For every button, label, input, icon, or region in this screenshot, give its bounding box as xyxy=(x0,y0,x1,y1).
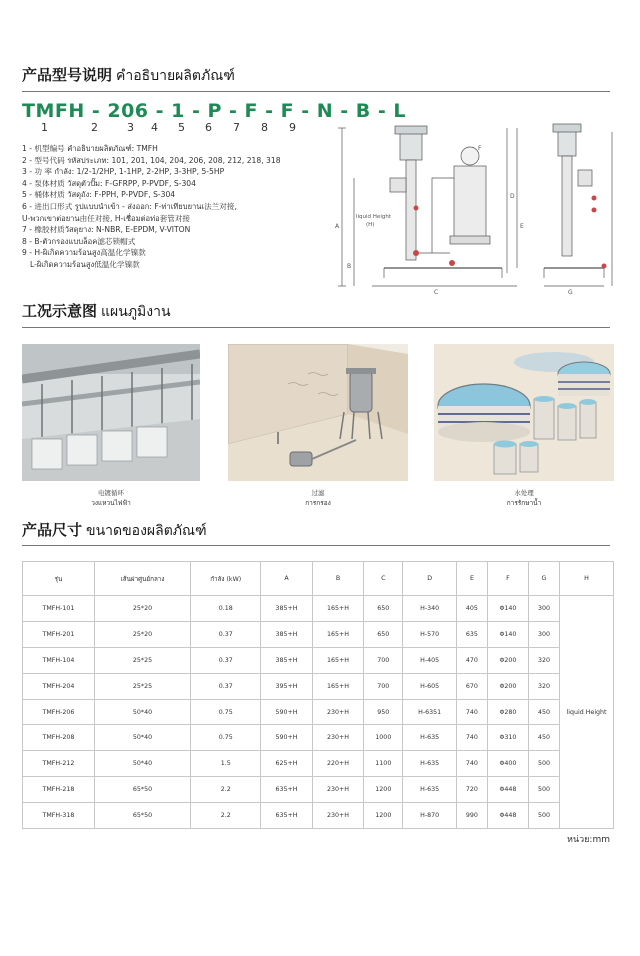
photo-water-treatment xyxy=(434,344,614,481)
table-cell: 230+H xyxy=(312,777,363,803)
table-cell: H-635 xyxy=(403,777,457,803)
table-cell: 0.75 xyxy=(191,725,261,751)
table-cell: H-870 xyxy=(403,803,457,829)
table-cell: TMFH-206 xyxy=(23,699,95,725)
photo-filtration xyxy=(228,344,408,481)
table-cell: 385+H xyxy=(261,596,312,622)
table-cell: 740 xyxy=(456,725,487,751)
table-cell: 0.37 xyxy=(191,621,261,647)
table-cell: 0.37 xyxy=(191,673,261,699)
spec-line: 7 - 橡胶材质วัสดุยาง: N-NBR, E-EPDM, V-VITON xyxy=(22,225,191,235)
section-title-dimensions: 产品尺寸 ขนาดของผลิตภัณฑ์ xyxy=(22,521,207,539)
spec-line: 1 - 机型编号 คำอธิบายผลิตภัณฑ์: TMFH xyxy=(22,144,158,153)
table-cell: 25*20 xyxy=(94,621,190,647)
table-cell: 230+H xyxy=(312,725,363,751)
col-header: F xyxy=(487,562,528,596)
model-code: TMFH - 206 - 1 - P - F - F - N - B - L xyxy=(22,100,406,122)
dim-label-c: C xyxy=(434,289,439,296)
spec-line: U-พวกเขาต่อยาน由任对接, H-เชื่อมต่อท่อ套管对接 xyxy=(22,213,191,223)
digit-label: 2 xyxy=(91,121,98,134)
table-row xyxy=(23,596,614,622)
section-divider xyxy=(22,327,610,328)
dim-label-e: E xyxy=(520,223,524,230)
table-cell: 720 xyxy=(456,777,487,803)
table-cell: TMFH-104 xyxy=(23,647,95,673)
table-cell: H-6351 xyxy=(403,699,457,725)
spec-line: 3 - 功 率 กำลัง: 1/2-1/2HP, 1-1HP, 2-2HP, 3-3HP, 5-5HP xyxy=(22,167,225,177)
col-header: H xyxy=(560,562,614,596)
table-cell: 650 xyxy=(364,621,403,647)
table-cell: Φ200 xyxy=(487,673,528,699)
table-cell: 165+H xyxy=(312,673,363,699)
table-row xyxy=(23,621,614,647)
table-cell: TMFH-201 xyxy=(23,621,95,647)
dim-label-a: A xyxy=(335,223,340,230)
table-cell: H-605 xyxy=(403,673,457,699)
filter-pump-diagram xyxy=(332,118,622,298)
table-cell: 405 xyxy=(456,596,487,622)
table-cell: 950 xyxy=(364,699,403,725)
table-row xyxy=(23,777,614,803)
table-cell: 700 xyxy=(364,647,403,673)
table-cell: 320 xyxy=(529,673,560,699)
h-label: (H) xyxy=(366,222,375,228)
col-header: B xyxy=(312,562,363,596)
photo-electroplating xyxy=(22,344,200,481)
table-cell: 700 xyxy=(364,673,403,699)
col-header: กำลัง (kW) xyxy=(191,562,261,596)
digit-label: 1 xyxy=(41,121,48,134)
photo-caption: 电镀循环 วงแหวนไฟฟ้า xyxy=(91,489,131,507)
dim-label-b: B xyxy=(347,263,352,270)
table-header-row xyxy=(23,562,614,596)
table-cell: 385+H xyxy=(261,621,312,647)
table-cell: H-635 xyxy=(403,751,457,777)
table-cell: 500 xyxy=(529,777,560,803)
col-header: A xyxy=(261,562,312,596)
section-title-application: 工况示意图 แผนภูมิงาน xyxy=(22,302,171,320)
table-cell: 590+H xyxy=(261,725,312,751)
table-cell: 0.75 xyxy=(191,699,261,725)
table-cell: 450 xyxy=(529,699,560,725)
motor-shape xyxy=(400,132,422,160)
table-cell: 65*50 xyxy=(94,777,190,803)
table-cell: 470 xyxy=(456,647,487,673)
section-divider xyxy=(22,545,610,546)
table-cell: TMFH-208 xyxy=(23,725,95,751)
table-cell: H-570 xyxy=(403,621,457,647)
unit-note: หน่วย:mm xyxy=(567,835,610,845)
col-header: C xyxy=(364,562,403,596)
table-cell: 385+H xyxy=(261,647,312,673)
table-row xyxy=(23,751,614,777)
table-cell: 50*40 xyxy=(94,725,190,751)
table-cell: 50*40 xyxy=(94,699,190,725)
table-cell: 990 xyxy=(456,803,487,829)
digit-label: 5 xyxy=(178,121,185,134)
table-cell: 740 xyxy=(456,751,487,777)
table-cell: H-340 xyxy=(403,596,457,622)
section-divider xyxy=(22,91,610,92)
table-cell: 25*20 xyxy=(94,596,190,622)
table-cell: 25*25 xyxy=(94,673,190,699)
section-title-model: 产品型号说明 คำอธิบายผลิตภัณฑ์ xyxy=(22,66,235,84)
table-cell: 635 xyxy=(456,621,487,647)
spec-list xyxy=(22,143,332,271)
table-cell: 2.2 xyxy=(191,803,261,829)
table-cell: Φ140 xyxy=(487,621,528,647)
dim-label-d: D xyxy=(510,193,515,200)
table-cell: TMFH-212 xyxy=(23,751,95,777)
table-cell: 650 xyxy=(364,596,403,622)
digit-label: 6 xyxy=(205,121,212,134)
table-cell: TMFH-218 xyxy=(23,777,95,803)
table-cell: 1200 xyxy=(364,777,403,803)
table-cell: Φ448 xyxy=(487,803,528,829)
table-cell: 165+H xyxy=(312,596,363,622)
col-header: เส้นผ่าศูนย์กลาง xyxy=(94,562,190,596)
table-cell: H-405 xyxy=(403,647,457,673)
table-cell: 1100 xyxy=(364,751,403,777)
table-cell: 230+H xyxy=(312,699,363,725)
table-cell: 670 xyxy=(456,673,487,699)
spec-line: 6 - 进出口形式 รูปแบบนำเข้า - ส่งออก: F-ท่าเทียบยานเ法兰对接, xyxy=(22,201,237,211)
col-header: รุ่น xyxy=(23,562,95,596)
spec-line: 2 - 型号代码 รหัสประเภท: 101, 201, 104, 204, 206, 208, 212, 218, 318 xyxy=(22,155,281,165)
table-cell: 0.18 xyxy=(191,596,261,622)
digit-label: 9 xyxy=(289,121,296,134)
spec-line: L-ผิเกิดความร้อนสูง低温化学镍款 xyxy=(30,259,140,269)
table-cell: 320 xyxy=(529,647,560,673)
table-row xyxy=(23,699,614,725)
table-row xyxy=(23,647,614,673)
col-header: E xyxy=(456,562,487,596)
table-cell: Φ400 xyxy=(487,751,528,777)
table-cell: 65*50 xyxy=(94,803,190,829)
dim-label-g: G xyxy=(568,289,573,296)
table-cell: Φ310 xyxy=(487,725,528,751)
digit-label: 4 xyxy=(151,121,158,134)
table-cell: 625+H xyxy=(261,751,312,777)
liquid-height-label: liquid Height xyxy=(356,214,391,220)
dim-label-f: F xyxy=(478,145,482,152)
digit-labels xyxy=(0,121,320,135)
spec-line: 9 - H-ผิเกิดความร้อนสูง高温化学镍款 xyxy=(22,248,146,258)
table-cell: 500 xyxy=(529,803,560,829)
spec-line: 8 - B-ตัวกรองแบบล็อค滤芯锁帽式 xyxy=(22,236,136,246)
table-cell: 165+H xyxy=(312,621,363,647)
table-row xyxy=(23,673,614,699)
table-cell: 450 xyxy=(529,725,560,751)
table-cell: Φ140 xyxy=(487,596,528,622)
table-cell: H-635 xyxy=(403,725,457,751)
table-cell: 395+H xyxy=(261,673,312,699)
digit-label: 3 xyxy=(127,121,134,134)
table-cell: 300 xyxy=(529,621,560,647)
table-cell: 25*25 xyxy=(94,647,190,673)
table-cell: 300 xyxy=(529,596,560,622)
table-cell: 740 xyxy=(456,699,487,725)
filter-housing-shape xyxy=(454,166,486,238)
table-cell: 1200 xyxy=(364,803,403,829)
digit-label: 7 xyxy=(233,121,240,134)
col-header: D xyxy=(403,562,457,596)
table-cell: 50*40 xyxy=(94,751,190,777)
table-cell: 1000 xyxy=(364,725,403,751)
table-cell: Φ280 xyxy=(487,699,528,725)
table-cell: Φ448 xyxy=(487,777,528,803)
table-cell: 1.5 xyxy=(191,751,261,777)
table-row xyxy=(23,725,614,751)
photo-caption: 过滤 การกรอง xyxy=(305,489,331,507)
spec-line: 4 - 泵体材质 วัสดุตัวปั๊ม: F-GFRPP, P-PVDF, S-304 xyxy=(22,178,196,188)
table-cell: TMFH-318 xyxy=(23,803,95,829)
digit-label: 8 xyxy=(261,121,268,134)
h-merged-cell: liquid Height xyxy=(560,596,614,829)
dimensions-table xyxy=(22,561,614,829)
table-cell: 220+H xyxy=(312,751,363,777)
table-cell: 590+H xyxy=(261,699,312,725)
spec-line: 5 - 桶体材质 วัสดุถัง: F-PPH, P-PVDF, S-304 xyxy=(22,190,176,200)
table-cell: 0.37 xyxy=(191,647,261,673)
table-cell: TMFH-101 xyxy=(23,596,95,622)
table-row xyxy=(23,803,614,829)
table-cell: 165+H xyxy=(312,647,363,673)
table-cell: 500 xyxy=(529,751,560,777)
col-header: G xyxy=(529,562,560,596)
table-cell: Φ200 xyxy=(487,647,528,673)
table-cell: 2.2 xyxy=(191,777,261,803)
table-cell: 635+H xyxy=(261,803,312,829)
table-cell: 230+H xyxy=(312,803,363,829)
photo-caption: 水处理 การรักษาน้ำ xyxy=(506,489,542,507)
table-cell: TMFH-204 xyxy=(23,673,95,699)
table-cell: 635+H xyxy=(261,777,312,803)
